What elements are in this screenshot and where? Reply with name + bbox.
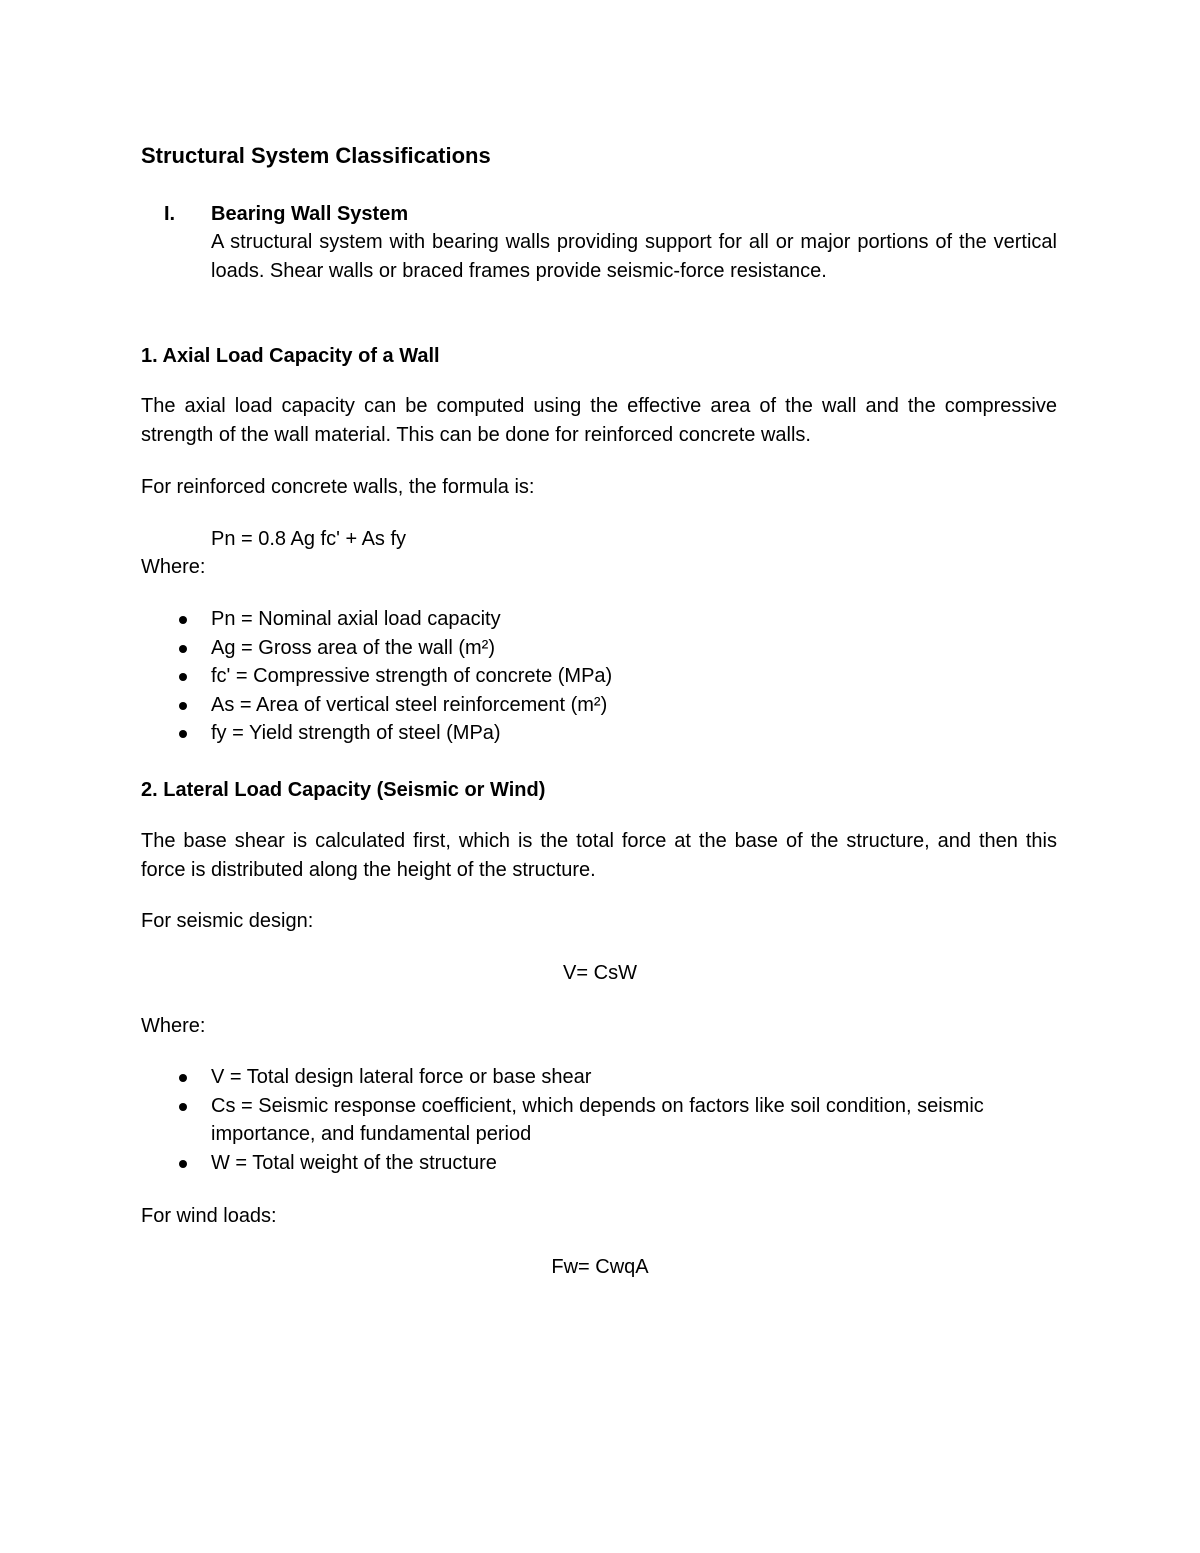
list-item [141, 634, 1057, 663]
formula-axial: Pn = 0.8 Ag fc' + As fy [211, 528, 407, 550]
bullet-icon [179, 730, 187, 738]
bullet-icon [179, 1160, 187, 1168]
list-item [141, 662, 1057, 691]
section-body-bearing-wall: A structural system with bearing walls providing support for all or major portions of the vertical loads. Shear walls or braced frames provide seismic-force resistance. [211, 231, 1057, 282]
heading-axial-load: 1. Axial Load Capacity of a Wall [141, 345, 440, 367]
formula-seismic: V= CsW [563, 962, 637, 984]
bullet-icon [179, 673, 187, 681]
list-item [141, 1092, 1057, 1149]
paragraph-axial-load: The axial load capacity can be computed using the effective area of the wall and the compressive strength of the wall material. This can be done for reinforced concrete walls. [141, 395, 1057, 446]
bullet-icon [179, 702, 187, 710]
list-item [141, 605, 1057, 634]
list-item [141, 1063, 1057, 1092]
definitions-list-axial [141, 605, 1057, 748]
seismic-intro: For seismic design: [141, 910, 314, 932]
list-item [141, 1149, 1057, 1178]
definition-text: Pn = Nominal axial load capacity [211, 608, 501, 630]
heading-lateral-load: 2. Lateral Load Capacity (Seismic or Wind) [141, 779, 546, 801]
formula-intro-axial: For reinforced concrete walls, the formula is: [141, 476, 535, 498]
definition-text: As = Area of vertical steel reinforcement (m²) [211, 693, 608, 716]
where-label-axial: Where: [141, 556, 206, 578]
paragraph-lateral-load: The base shear is calculated first, which is the total force at the base of the structure, and then this force is distributed along the height of the structure. [141, 830, 1057, 881]
definition-text: fy = Yield strength of steel (MPa) [211, 722, 501, 744]
definitions-list-lateral [141, 1063, 1057, 1177]
definition-text: W = Total weight of the structure [211, 1151, 497, 1174]
section-heading-bearing-wall: Bearing Wall System [211, 203, 409, 225]
definition-text: V = Total design lateral force or base shear [211, 1066, 592, 1088]
document-title: Structural System Classifications [141, 143, 491, 168]
section-numeral: I. [164, 203, 176, 225]
bullet-icon [179, 616, 187, 624]
bullet-icon [179, 1074, 187, 1082]
formula-wind: Fw= CwqA [551, 1256, 649, 1278]
where-label-lateral: Where: [141, 1015, 206, 1037]
definition-text: Cs = Seismic response coefficient, which depends on factors like soil condition, seismic importance, and fundamental period [211, 1094, 984, 1145]
wind-intro: For wind loads: [141, 1205, 277, 1227]
definition-text: fc' = Compressive strength of concrete (MPa) [211, 665, 613, 687]
bullet-icon [179, 645, 187, 653]
definition-text: Ag = Gross area of the wall (m²) [211, 636, 495, 659]
list-item [141, 719, 1057, 748]
list-item [141, 691, 1057, 720]
bullet-icon [179, 1103, 187, 1111]
